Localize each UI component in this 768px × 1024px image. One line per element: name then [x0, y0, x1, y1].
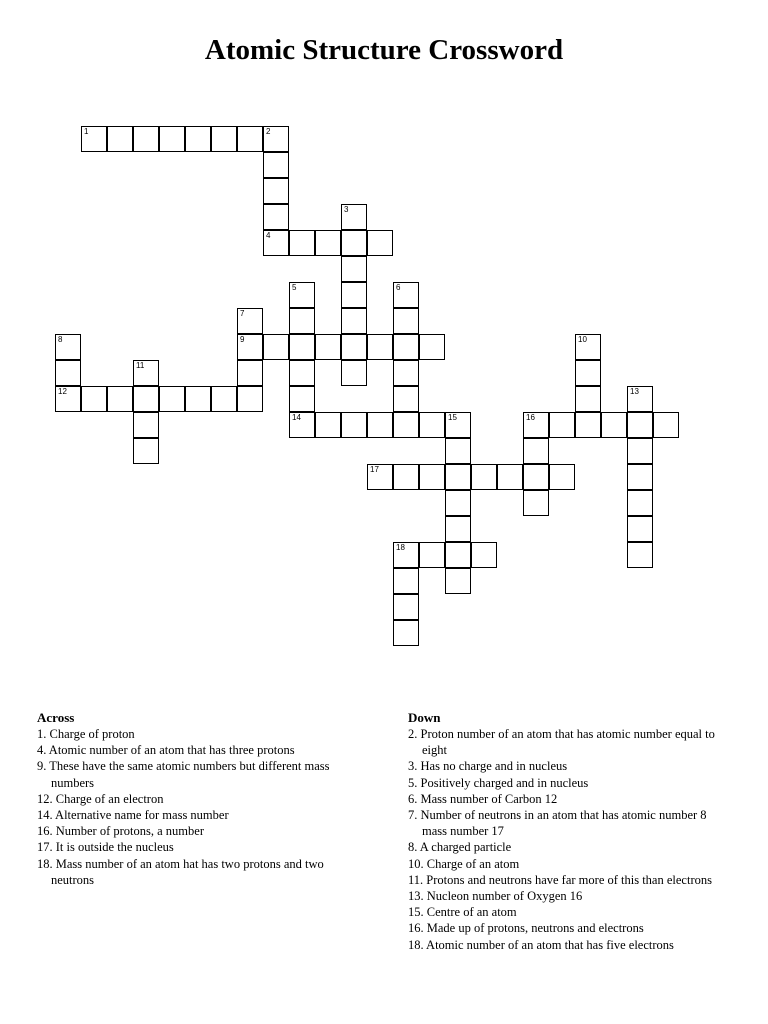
- down-heading: Down: [408, 710, 441, 725]
- grid-cell[interactable]: [341, 282, 367, 308]
- grid-cell[interactable]: [289, 308, 315, 334]
- grid-cell[interactable]: [471, 464, 497, 490]
- grid-cell[interactable]: [263, 204, 289, 230]
- grid-cell[interactable]: [55, 360, 81, 386]
- grid-cell[interactable]: [159, 386, 185, 412]
- grid-cell[interactable]: [237, 334, 263, 360]
- across-clue: 17. It is outside the nucleus: [37, 840, 174, 855]
- grid-cell[interactable]: [341, 334, 367, 360]
- across-clue: 1. Charge of proton: [37, 727, 135, 741]
- grid-cell[interactable]: [393, 386, 419, 412]
- cell-number: 6: [396, 283, 401, 292]
- grid-cell[interactable]: [133, 386, 159, 412]
- grid-cell[interactable]: [185, 386, 211, 412]
- grid-cell[interactable]: [341, 230, 367, 256]
- grid-cell[interactable]: [315, 230, 341, 256]
- cell-number: 4: [266, 231, 271, 240]
- grid-cell[interactable]: [133, 412, 159, 438]
- grid-cell[interactable]: [445, 438, 471, 464]
- cell-number: 15: [448, 413, 457, 422]
- cell-number: 10: [578, 335, 587, 344]
- cell-number: 7: [240, 309, 245, 318]
- grid-cell[interactable]: [237, 386, 263, 412]
- down-clue: 16. Made up of protons, neutrons and electrons: [408, 921, 644, 936]
- grid-cell[interactable]: [55, 334, 81, 360]
- grid-cell[interactable]: [627, 438, 653, 464]
- grid-cell[interactable]: [523, 438, 549, 464]
- down-clues: [408, 710, 728, 953]
- down-clue: 11. Protons and neutrons have far more of this than electrons: [408, 872, 712, 887]
- across-clue: 16. Number of protons, a number: [37, 824, 204, 839]
- grid-cell[interactable]: [185, 126, 211, 152]
- grid-cell[interactable]: [289, 282, 315, 308]
- grid-cell[interactable]: [263, 178, 289, 204]
- down-clue: 6. Mass number of Carbon 12: [408, 791, 558, 806]
- grid-cell[interactable]: [315, 334, 341, 360]
- grid-cell[interactable]: [393, 282, 419, 308]
- grid-cell[interactable]: [133, 360, 159, 386]
- grid-cell[interactable]: [133, 438, 159, 464]
- grid-cell[interactable]: [393, 334, 419, 360]
- grid-cell[interactable]: [263, 230, 289, 256]
- down-clue: 18. Atomic number of an atom that has five electrons: [408, 937, 674, 952]
- down-clue: 7. Number of neutrons in an atom that has atomic number 8 mass number 17: [408, 808, 707, 839]
- down-clue: 3. Has no charge and in nucleus: [408, 759, 568, 774]
- grid-cell[interactable]: [367, 464, 393, 490]
- cell-number: 16: [526, 413, 535, 422]
- grid-cell[interactable]: [159, 126, 185, 152]
- grid-cell[interactable]: [445, 516, 471, 542]
- grid-cell[interactable]: [419, 464, 445, 490]
- grid-cell[interactable]: [393, 464, 419, 490]
- across-heading: Across: [37, 710, 75, 725]
- grid-cell[interactable]: [575, 334, 601, 360]
- grid-cell[interactable]: [237, 308, 263, 334]
- down-clue: 13. Nucleon number of Oxygen 16: [408, 889, 583, 904]
- grid-cell[interactable]: [289, 334, 315, 360]
- grid-cell[interactable]: [627, 490, 653, 516]
- grid-cell[interactable]: [393, 620, 419, 646]
- grid-cell[interactable]: [549, 464, 575, 490]
- cell-number: 13: [630, 387, 639, 396]
- grid-cell[interactable]: [419, 334, 445, 360]
- cell-number: 12: [58, 387, 67, 396]
- across-clue: 9. These have the same atomic numbers but different mass numbers: [37, 759, 330, 790]
- grid-cell[interactable]: [393, 594, 419, 620]
- grid-cell[interactable]: [81, 126, 107, 152]
- grid-cell[interactable]: [523, 490, 549, 516]
- grid-cell[interactable]: [523, 412, 549, 438]
- grid-cell[interactable]: [341, 256, 367, 282]
- cell-number: 1: [84, 127, 89, 136]
- cell-number: 5: [292, 283, 297, 292]
- grid-cell[interactable]: [263, 334, 289, 360]
- grid-cell[interactable]: [627, 386, 653, 412]
- grid-cell[interactable]: [289, 230, 315, 256]
- down-clue: 2. Proton number of an atom that has atomic number equal to eight: [408, 727, 715, 758]
- grid-cell[interactable]: [601, 412, 627, 438]
- grid-cell[interactable]: [107, 126, 133, 152]
- grid-cell[interactable]: [627, 542, 653, 568]
- cell-number: 3: [344, 205, 349, 214]
- grid-cell[interactable]: [419, 412, 445, 438]
- grid-cell[interactable]: [445, 464, 471, 490]
- grid-cell[interactable]: [393, 568, 419, 594]
- grid-cell[interactable]: [211, 386, 237, 412]
- down-clue: 10. Charge of an atom: [408, 856, 520, 871]
- grid-cell[interactable]: [445, 412, 471, 438]
- grid-cell[interactable]: [575, 386, 601, 412]
- grid-cell[interactable]: [341, 204, 367, 230]
- grid-cell[interactable]: [575, 412, 601, 438]
- grid-cell[interactable]: [471, 542, 497, 568]
- grid-cell[interactable]: [289, 386, 315, 412]
- cell-number: 18: [396, 543, 405, 552]
- grid-cell[interactable]: [393, 308, 419, 334]
- grid-cell[interactable]: [367, 334, 393, 360]
- cell-number: 14: [292, 413, 301, 422]
- grid-cell[interactable]: [289, 412, 315, 438]
- grid-cell[interactable]: [341, 360, 367, 386]
- cell-number: 11: [136, 361, 145, 370]
- grid-cell[interactable]: [263, 126, 289, 152]
- cell-number: 9: [240, 335, 245, 344]
- grid-cell[interactable]: [341, 308, 367, 334]
- grid-cell[interactable]: [653, 412, 679, 438]
- grid-cell[interactable]: [445, 490, 471, 516]
- across-clue: 18. Mass number of an atom hat has two protons and two neutrons: [37, 856, 324, 887]
- cell-number: 8: [58, 335, 63, 344]
- grid-cell[interactable]: [367, 412, 393, 438]
- grid-cell[interactable]: [627, 464, 653, 490]
- grid-cell[interactable]: [627, 516, 653, 542]
- grid-cell[interactable]: [627, 412, 653, 438]
- grid-cell[interactable]: [107, 386, 133, 412]
- grid-cell[interactable]: [315, 412, 341, 438]
- grid-cell[interactable]: [341, 412, 367, 438]
- grid-cell[interactable]: [393, 542, 419, 568]
- grid-cell[interactable]: [289, 360, 315, 386]
- grid-cell[interactable]: [575, 360, 601, 386]
- page-title: Atomic Structure Crossword: [204, 34, 564, 66]
- down-clue: 8. A charged particle: [408, 840, 512, 855]
- down-clue: 15. Centre of an atom: [408, 905, 517, 920]
- grid-cell[interactable]: [211, 126, 237, 152]
- grid-cell[interactable]: [445, 542, 471, 568]
- across-clues: [37, 710, 357, 888]
- grid-cell[interactable]: [81, 386, 107, 412]
- across-clue: 12. Charge of an electron: [37, 791, 164, 806]
- grid-cell[interactable]: [445, 568, 471, 594]
- grid-cell[interactable]: [549, 412, 575, 438]
- grid-cell[interactable]: [237, 126, 263, 152]
- grid-cell[interactable]: [237, 360, 263, 386]
- grid-cell[interactable]: [55, 386, 81, 412]
- cell-number: 2: [266, 127, 271, 136]
- grid-cell[interactable]: [497, 464, 523, 490]
- across-clue: 4. Atomic number of an atom that has three protons: [37, 743, 295, 758]
- grid-cell[interactable]: [133, 126, 159, 152]
- grid-cell[interactable]: [523, 464, 549, 490]
- across-clue: 14. Alternative name for mass number: [37, 808, 229, 823]
- grid-cell[interactable]: [393, 412, 419, 438]
- grid-cell[interactable]: [367, 230, 393, 256]
- grid-cell[interactable]: [263, 152, 289, 178]
- grid-cell[interactable]: [419, 542, 445, 568]
- cell-number: 17: [370, 465, 379, 474]
- down-clue: 5. Positively charged and in nucleus: [408, 775, 589, 790]
- grid-cell[interactable]: [393, 360, 419, 386]
